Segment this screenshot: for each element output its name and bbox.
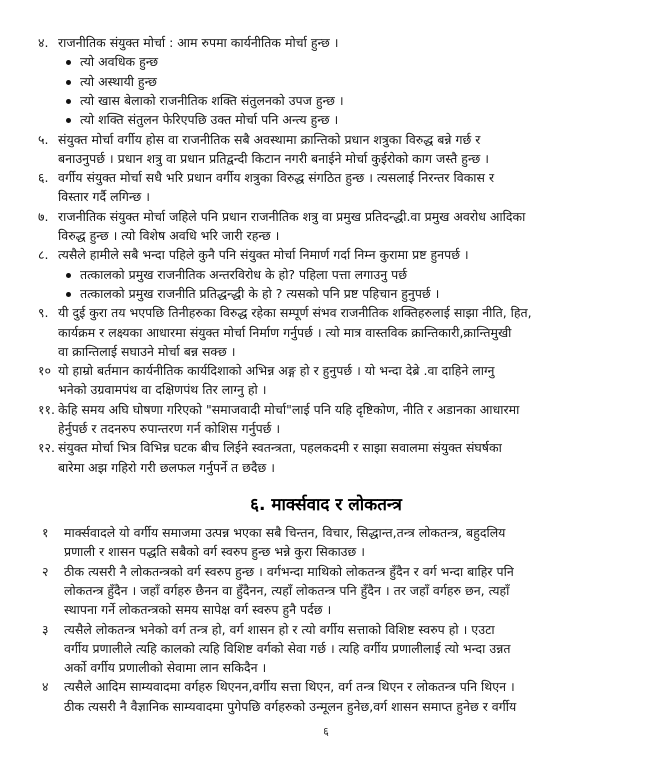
item-text-line: ठीक त्यसरी नै लोकतन्त्रको वर्ग स्वरुप हुन्छ । वर्गभन्दा माथिको लोकतन्त्र हुँदैन र वर्ग भन्दा बाहिर पनि bbox=[64, 563, 514, 579]
bullet-dot bbox=[66, 60, 71, 65]
item-number: ४. bbox=[38, 35, 49, 50]
item-text-line: वर्गीय प्रणालीले त्यहि कालको त्यहि विशिष्ट वर्गको सेवा गर्छ । त्यहि वर्गीय प्रणालीलाई त्यो भन्दा उन्नत bbox=[64, 640, 511, 656]
item-text-line: संयुक्त मोर्चा भित्र विभिन्न घटक बीच लिईने स्वतन्त्रता, पहलकदमी र साझा सवालमा संयुक्त संघर्षका bbox=[58, 440, 502, 456]
item-text-line: विरुद्ध हुन्छ । त्यो विशेष अवधि भरि जारी रहन्छ । bbox=[58, 228, 280, 243]
page-number: ६ bbox=[323, 725, 329, 738]
item-text-line: अर्को वर्गीय प्रणालीको सेवामा लान सकिदैन । bbox=[64, 660, 267, 676]
item-number: ७. bbox=[38, 208, 49, 224]
item-text-line: बनाउनुपर्छ । प्रधान शत्रु वा प्रधान प्रतिद्वन्दी किटान नगरी बनाईने मोर्चा कुईरोको काग जस्तै हुन्छ । bbox=[58, 150, 489, 166]
item-text-line: प्रणाली र शासन पद्धति सबैको वर्ग स्वरुप हुन्छ भन्ने कुरा सिकाउछ । bbox=[64, 544, 366, 560]
bullet-dot bbox=[66, 80, 71, 85]
item-text-line: बारेमा अझ गहिरो गरी छलफल गर्नुपर्ने त छदैछ । bbox=[58, 459, 276, 475]
item-number: १ bbox=[42, 525, 49, 540]
item-text-line: संयुक्त मोर्चा वर्गीय होस वा राजनीतिक सबै अवस्थामा क्रान्तिको प्रधान शत्रुका विरुद्ध बन्ने गर्छ र bbox=[58, 131, 481, 147]
bullet-dot bbox=[66, 273, 71, 278]
bullet-item: त्यो शक्ति संतुलन फेरिएपछि उक्त मोर्चा पनि अन्त्य हुन्छ । bbox=[80, 112, 339, 128]
bullet-dot bbox=[66, 292, 71, 297]
item-text-line: राजनीतिक संयुक्त मोर्चा जहिले पनि प्रधान राजनीतिक शत्रु वा प्रमुख प्रतिदन्द्धी.वा प्रमुख अवरोध आदिका bbox=[58, 208, 526, 224]
section-heading: ६. मार्क्सवाद र लोकतन्त्र bbox=[250, 495, 402, 515]
item-number: ६. bbox=[38, 170, 49, 186]
item-text-line: कार्यक्रम र लक्ष्यका आधारमा संयुक्त मोर्चा निर्माण गर्नुपर्छ । त्यो मात्र वास्तविक क्रान्तिकारी,क्रान्तिमुखी bbox=[58, 324, 512, 340]
item-text-line: मार्क्सवादले यो वर्गीय समाजमा उत्पन्न भएका सबै चिन्तन, विचार, सिद्धान्त,तन्त्र लोकतन्त्र, बहुदलिय bbox=[64, 525, 506, 540]
item-number: ९. bbox=[38, 305, 49, 321]
item-number: २ bbox=[42, 563, 49, 579]
item-number: ५. bbox=[38, 131, 49, 147]
item-text-line: विस्तार गर्दै लगिन्छ । bbox=[58, 189, 150, 205]
item-number: ४ bbox=[42, 679, 49, 695]
item-text-line: यो हाम्रो बर्तमान कार्यनीतिक कार्यदिशाको अभिन्न अङ्ग हो र हुनुपर्छ । यो भन्दा देब्रे .वा दाहिने लाग्नु bbox=[58, 363, 495, 379]
item-text-line: हेर्नुपर्छ र तदनरुप रुपान्तरण गर्न कोशिस गर्नुपर्छ । bbox=[58, 421, 281, 436]
item-text-line: राजनीतिक संयुक्त मोर्चा : आम रुपमा कार्यनीतिक मोर्चा हुन्छ । bbox=[58, 35, 339, 50]
bullet-item: त्यो खास बेलाको राजनीतिक शक्ति संतुलनको उपज हुन्छ । bbox=[80, 92, 344, 108]
item-number: ८. bbox=[38, 247, 49, 263]
item-text-line: त्यसैले आदिम साम्यवादमा वर्गहरु थिएनन,वर्गीय सत्ता थिएन, वर्ग तन्त्र थिएन र लोकतन्त्र पनि थिएन । bbox=[64, 679, 515, 695]
item-text-line: केहि समय अघि घोषणा गरिएको "समाजवादी मोर्चा"लाई पनि यहि दृष्टिकोण, नीति र अडानका आधारमा bbox=[58, 401, 520, 417]
item-number: १२. bbox=[38, 440, 55, 456]
bullet-item: त्यो अस्थायी हुन्छ bbox=[80, 73, 157, 89]
item-text-line: ठीक त्यसरी नै वैज्ञानिक साम्यवादमा पुगेपछि वर्गहरुको उन्मूलन हुनेछ,वर्ग शासन समाप्त हुनेछ र वर्गीय bbox=[64, 698, 517, 714]
bullet-item: तत्कालको प्रमुख राजनीतिक अन्तरविरोध के हो? पहिला पत्ता लगाउनु पर्छ bbox=[80, 266, 408, 282]
item-number: ११. bbox=[38, 401, 55, 417]
item-text-line: स्थापना गर्ने लोकतन्त्रको समय सापेक्ष वर्ग स्वरुप हुनै पर्दछ । bbox=[64, 602, 332, 618]
item-text-line: त्यसैले लोकतन्त्र भनेको वर्ग तन्त्र हो, वर्ग शासन हो र त्यो वर्गीय सत्ताको विशिष्ट स्वरुप हो । एउटा bbox=[64, 621, 495, 637]
item-text-line: वा क्रान्तिलाई सघाउने मोर्चा बन्न सक्छ । bbox=[58, 343, 236, 359]
bullet-item: तत्कालको प्रमुख राजनीति प्रतिद्धन्द्धी के हो ? त्यसको पनि प्रष्ट पहिचान हुनुपर्छ । bbox=[80, 285, 440, 301]
item-text-line: लोकतन्त्र हुँदैन । जहाँ वर्गहरु छैनन वा हुँदैनन, त्यहाँ लोकतन्त्र पनि हुँदैन । तर जहाँ वर्गहरु छन, त्यहाँ bbox=[64, 582, 510, 598]
item-number: ३ bbox=[42, 621, 49, 637]
item-text-line: यी दुई कुरा तय भएपछि तिनीहरुका विरुद्ध रहेका सम्पूर्ण संभव राजनीतिक शक्तिहरुलाई साझा नीति, हित, bbox=[58, 305, 532, 321]
bullet-dot bbox=[66, 118, 71, 123]
item-text-line: भनेको उग्रवामपंथ वा दक्षिणपंथ तिर लाग्नु हो । bbox=[58, 382, 267, 398]
bullet-item: त्यो अवधिक हुन्छ bbox=[80, 54, 159, 70]
item-text-line: वर्गीय संयुक्त मोर्चा सधै भरि प्रधान वर्गीय शत्रुका विरुद्ध संगठित हुन्छ । त्यसलाई निरन्तर विकास र bbox=[58, 170, 495, 186]
bullet-dot bbox=[66, 99, 71, 104]
item-text-line: त्यसैले हामीले सबै भन्दा पहिले कुनै पनि संयुक्त मोर्चा निमार्ण गर्दा निम्न कुरामा प्रष्ट हुनपर्छ । bbox=[58, 247, 469, 263]
item-number: १० bbox=[38, 363, 52, 379]
